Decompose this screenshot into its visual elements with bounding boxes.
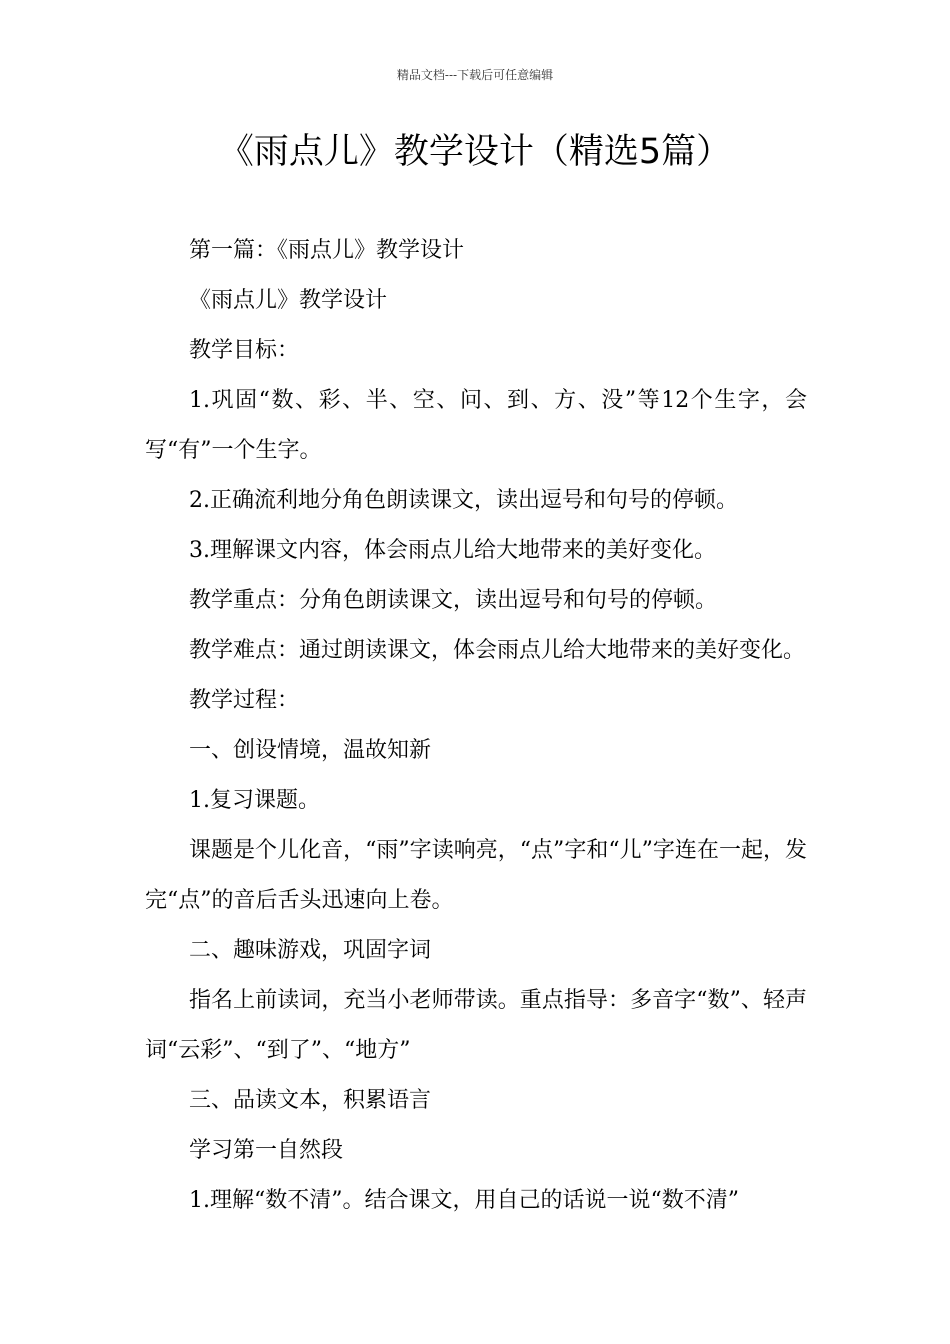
paragraph: 三、品读文本，积累语言 [189, 1088, 432, 1113]
paragraph: 教学过程： [189, 688, 300, 713]
paragraph: 课题是个儿化音，“雨”字读响亮，“点”字和“儿”字连在一起，发完“点”的音后舌头迅速向上卷。 [145, 838, 807, 913]
paragraph: 教学目标： [189, 338, 300, 363]
paragraph: 学习第一自然段 [189, 1138, 344, 1163]
paragraph: 《雨点儿》教学设计 [189, 288, 388, 313]
paragraph: 2.正确流利地分角色朗读课文，读出逗号和句号的停顿。 [189, 488, 738, 513]
paragraph: 一、创设情境，温故知新 [189, 738, 432, 763]
paragraph: 1.复习课题。 [189, 788, 320, 813]
paragraph: 指名上前读词，充当小老师带读。重点指导：多音字“数”、轻声词“云彩”、“到了”、“地方” [145, 988, 807, 1063]
paragraph: 教学难点：通过朗读课文，体会雨点儿给大地带来的美好变化。 [189, 638, 806, 663]
paragraph: 3.理解课文内容，体会雨点儿给大地带来的美好变化。 [189, 538, 716, 563]
paragraph: 二、趣味游戏，巩固字词 [189, 938, 432, 963]
paragraph: 教学重点：分角色朗读课文，读出逗号和句号的停顿。 [189, 588, 718, 613]
page-header: 精品文档---下载后可任意编辑 [396, 68, 554, 82]
paragraph: 1.巩固“数、彩、半、空、问、到、方、没”等12个生字，会写“有”一个生字。 [145, 388, 807, 463]
document-title: 《雨点儿》教学设计（精选5篇） [218, 132, 732, 172]
paragraph: 第一篇：《雨点儿》教学设计 [189, 238, 465, 263]
document-body [145, 226, 807, 1226]
paragraph: 1.理解“数不清”。结合课文，用自己的话说一说“数不清” [189, 1188, 739, 1213]
